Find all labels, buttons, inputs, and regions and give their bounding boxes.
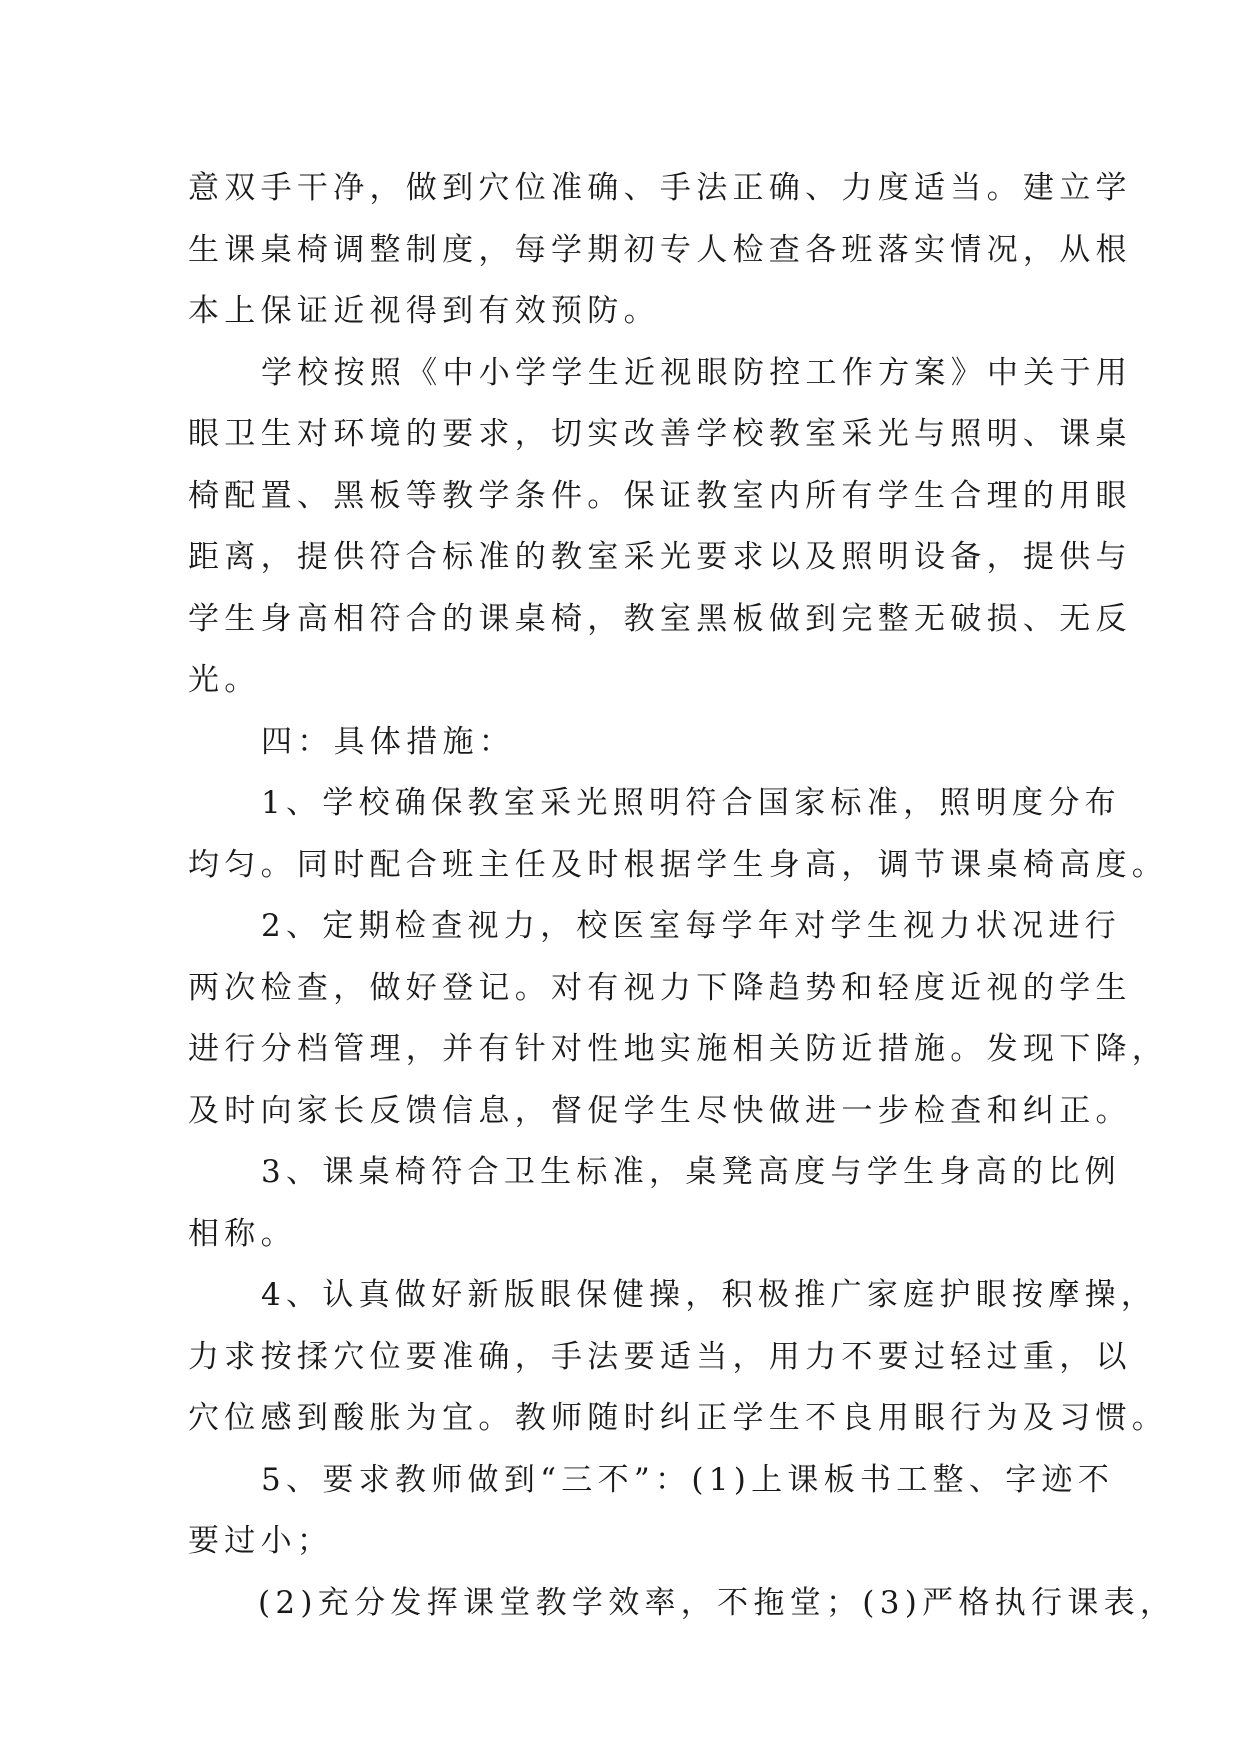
text-line: 生课桌椅调整制度，每学期初专人检查各班落实情况，从根 (188, 231, 1132, 268)
text-line: 学校按照《中小学学生近视眼防控工作方案》中关于用 (261, 354, 1133, 391)
text-line: 1、学校确保教室采光照明符合国家标准，照明度分布 (261, 785, 1121, 821)
text-line: 4、认真做好新版眼保健操，积极推广家庭护眼按摩操， (261, 1277, 1158, 1313)
text-line: 椅配置、黑板等教学条件。保证教室内所有学生合理的用眼 (188, 477, 1132, 514)
text-line: 两次检查，做好登记。对有视力下降趋势和轻度近视的学生 (188, 969, 1132, 1006)
text-line: 四：具体措施： (261, 723, 516, 760)
text-line: 意双手干净，做到穴位准确、手法正确、力度适当。建立学 (188, 170, 1132, 206)
text-line: 要过小； (188, 1523, 334, 1559)
text-line: 均匀。同时配合班主任及时根据学生身高，调节课桌椅高度。 (188, 846, 1169, 883)
text-line: (2)充分发挥课堂教学效率，不拖堂；(3)严格执行课表， (258, 1584, 1177, 1621)
text-line: 穴位感到酸胀为宜。教师随时纠正学生不良用眼行为及习惯。 (188, 1400, 1169, 1436)
text-line: 2、定期检查视力，校医室每学年对学生视力状况进行 (261, 908, 1121, 944)
text-line: 3、课桌椅符合卫生标准，桌凳高度与学生身高的比例 (261, 1154, 1121, 1190)
text-line: 光。 (188, 662, 261, 698)
text-line: 及时向家长反馈信息，督促学生尽快做进一步检查和纠正。 (188, 1092, 1132, 1129)
document-body (188, 158, 1177, 1634)
text-line: 力求按揉穴位要准确，手法要适当，用力不要过轻过重，以 (188, 1338, 1132, 1375)
text-line: 距离，提供符合标准的教室采光要求以及照明设备，提供与 (188, 539, 1132, 575)
text-line: 进行分档管理，并有针对性地实施相关防近措施。发现下降， (188, 1031, 1169, 1067)
text-line: 本上保证近视得到有效预防。 (188, 293, 660, 329)
text-line: 相称。 (188, 1215, 297, 1252)
text-line: 眼卫生对环境的要求，切实改善学校教室采光与照明、课桌 (188, 416, 1132, 452)
text-line: 5、要求教师做到“三不”：(1)上课板书工整、字迹不 (261, 1461, 1115, 1498)
text-line: 学生身高相符合的课桌椅，教室黑板做到完整无破损、无反 (188, 600, 1132, 637)
